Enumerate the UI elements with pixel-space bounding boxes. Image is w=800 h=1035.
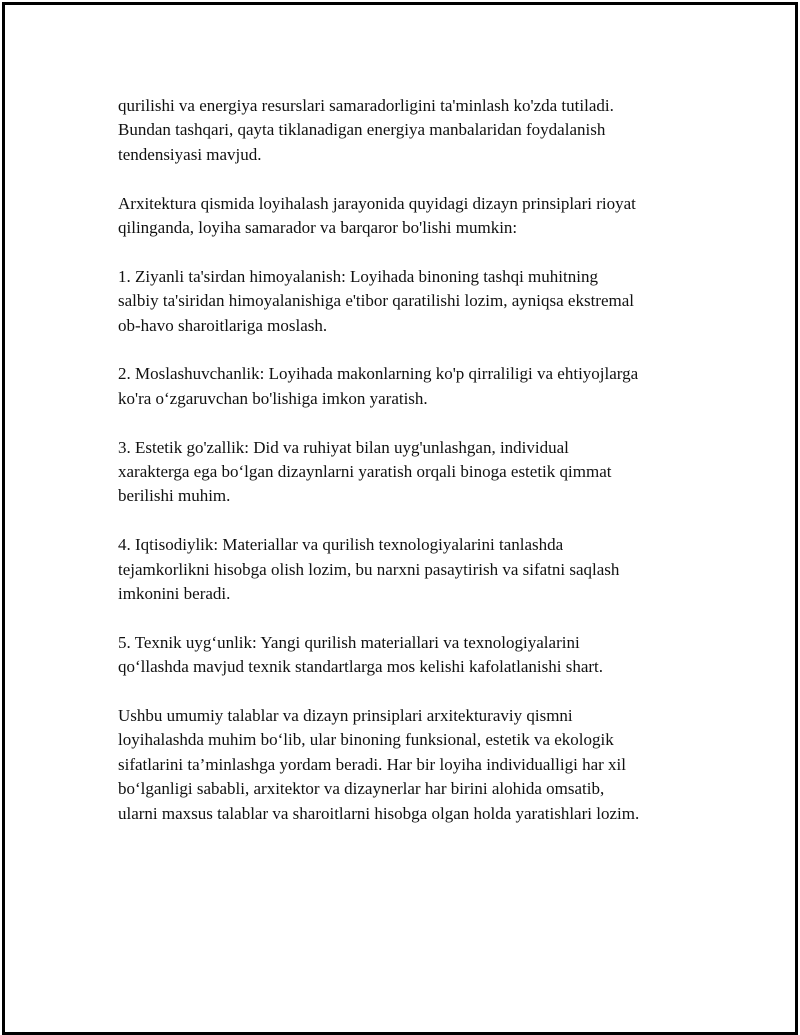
text-line: 1. Ziyanli ta'sirdan himoyalanish: Loyihada binoning tashqi muhitning bbox=[118, 266, 598, 286]
paragraph-design-principles-intro bbox=[118, 192, 718, 241]
text-line: tendensiyasi mavjud. bbox=[118, 144, 262, 164]
text-line: imkonini beradi. bbox=[118, 584, 231, 604]
paragraph-principle-2 bbox=[118, 362, 718, 411]
text-line: bo‘lganligi sababli, arxitektor va dizaynerlar har birini alohida omsatib, bbox=[118, 779, 605, 799]
paragraph-conclusion bbox=[118, 704, 718, 826]
text-line: 5. Texnik uyg‘unlik: Yangi qurilish materiallari va texnologiyalarini bbox=[118, 632, 580, 652]
text-line: ularni maxsus talablar va sharoitlarni hisobga olgan holda yaratishlari lozim. bbox=[118, 803, 640, 823]
paragraph-principle-1 bbox=[118, 265, 718, 338]
text-line: qilinganda, loyiha samarador va barqaror bo'lishi mumkin: bbox=[118, 218, 518, 238]
text-line: ob-havo sharoitlariga moslash. bbox=[118, 315, 328, 335]
text-line: tejamkorlikni hisobga olish lozim, bu narxni pasaytirish va sifatni saqlash bbox=[118, 559, 620, 579]
text-line: berilishi muhim. bbox=[118, 486, 231, 506]
text-line: 4. Iqtisodiylik: Materiallar va qurilish texnologiyalarini tanlashda bbox=[118, 535, 564, 555]
text-line: ko'ra o‘zgaruvchan bo'lishiga imkon yaratish. bbox=[118, 388, 428, 408]
text-line: salbiy ta'siridan himoyalanishiga e'tibor qaratilishi lozim, ayniqsa ekstremal bbox=[118, 291, 635, 311]
paragraph-principle-3 bbox=[118, 436, 718, 509]
text-line: 3. Estetik go'zallik: Did va ruhiyat bilan uyg'unlashgan, individual bbox=[118, 437, 569, 457]
paragraph-principle-5 bbox=[118, 631, 718, 680]
text-line: xarakterga ega bo‘lgan dizaynlarni yaratish orqali binoga estetik qimmat bbox=[118, 462, 612, 482]
text-line: Arxitektura qismida loyihalash jarayonida quyidagi dizayn prinsiplari rioyat bbox=[118, 193, 636, 213]
paragraph-intro-continuation bbox=[118, 94, 718, 167]
text-line: Bundan tashqari, qayta tiklanadigan energiya manbalaridan foydalanish bbox=[118, 120, 606, 140]
text-line: Ushbu umumiy talablar va dizayn prinsiplari arxitekturaviy qismni bbox=[118, 706, 573, 726]
text-line: qo‘llashda mavjud texnik standartlarga mos kelishi kafolatlanishi shart. bbox=[118, 657, 604, 677]
document-body bbox=[118, 94, 718, 850]
text-line: 2. Moslashuvchanlik: Loyihada makonlarning ko'p qirraliligi va ehtiyojlarga bbox=[118, 364, 639, 384]
text-line: loyihalashda muhim bo‘lib, ular binoning funksional, estetik va ekologik bbox=[118, 730, 614, 750]
text-line: qurilishi va energiya resurslari samaradorligini ta'minlash ko'zda tutiladi. bbox=[118, 96, 614, 115]
paragraph-principle-4 bbox=[118, 533, 718, 606]
text-line: sifatlarini ta’minlashga yordam beradi. Har bir loyiha individualligi har xil bbox=[118, 754, 626, 774]
